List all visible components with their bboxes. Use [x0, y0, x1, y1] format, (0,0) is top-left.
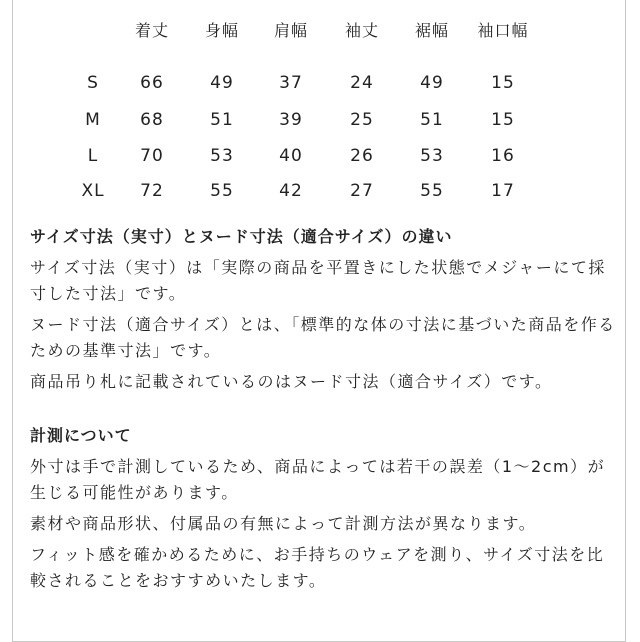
table-cell: 72	[140, 181, 164, 201]
table-cell: 15	[491, 110, 515, 130]
paragraph: サイズ寸法（実寸）は「実際の商品を平置きにした状態でメジャーにて採寸した寸法」です。	[30, 258, 606, 303]
table-cell: 27	[350, 181, 374, 201]
paragraph: 商品吊り札に記載されているのはヌード寸法（適合サイズ）です。	[30, 372, 553, 391]
paragraph: ヌード寸法（適合サイズ）とは、「標準的な体の寸法に基づいた商品を作るための基準寸法」です。	[30, 315, 616, 360]
table-cell: 26	[350, 146, 374, 166]
paragraph: 外寸は手で計測しているため、商品によっては若干の誤差（1〜2cm）が生じる可能性があります。	[30, 457, 606, 502]
table-cell: 42	[279, 181, 303, 201]
table-cell: 70	[140, 146, 164, 166]
table-cell: 37	[279, 73, 303, 93]
section-measurement	[30, 423, 620, 594]
header-length: 着丈	[134, 21, 169, 40]
table-cell: 15	[491, 73, 515, 93]
table-cell: 53	[210, 146, 234, 166]
section-heading: サイズ寸法（実寸）とヌード寸法（適合サイズ）の違い	[30, 227, 453, 246]
size-label: S	[87, 73, 99, 93]
table-cell: 53	[420, 146, 444, 166]
header-hem-width: 裾幅	[414, 21, 449, 40]
size-label: XL	[81, 181, 105, 201]
section-heading: 計測について	[30, 426, 132, 445]
paragraph: フィット感を確かめるために、お手持ちのウェアを測り、サイズ寸法を比較されることをおすすめいたします。	[30, 545, 605, 590]
table-cell: 51	[210, 110, 234, 130]
table-cell: 49	[210, 73, 234, 93]
paragraph: 素材や商品形状、付属品の有無によって計測方法が異なります。	[30, 514, 537, 533]
size-label: L	[87, 146, 99, 166]
size-notes	[30, 224, 620, 594]
header-chest-width: 身幅	[204, 21, 239, 40]
table-cell: 24	[350, 73, 374, 93]
header-sleeve-length: 袖丈	[344, 21, 379, 40]
header-cuff-width: 袖口幅	[477, 21, 529, 40]
table-cell: 17	[491, 181, 515, 201]
table-cell: 66	[140, 73, 164, 93]
table-cell: 55	[210, 181, 234, 201]
table-cell: 25	[350, 110, 374, 130]
table-cell: 39	[279, 110, 303, 130]
table-cell: 68	[140, 110, 164, 130]
table-cell: 49	[420, 73, 444, 93]
table-cell: 55	[420, 181, 444, 201]
section-size-difference	[30, 224, 620, 395]
header-shoulder-width: 肩幅	[273, 21, 308, 40]
table-cell: 51	[420, 110, 444, 130]
table-cell: 16	[491, 146, 515, 166]
size-label: M	[85, 110, 101, 130]
table-cell: 40	[279, 146, 303, 166]
